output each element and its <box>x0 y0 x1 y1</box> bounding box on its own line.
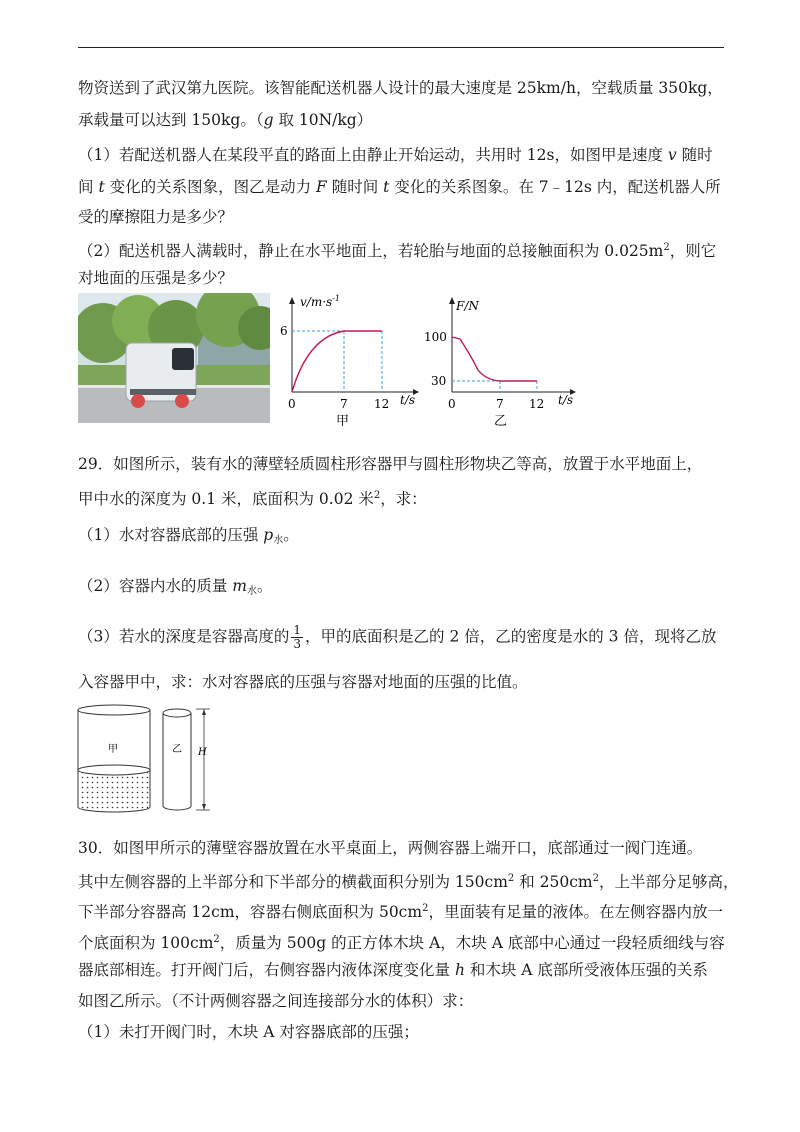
q28-part-2-line-2: 对地面的压强是多少？ <box>78 269 234 287</box>
y-axis-label: $v/m\cdot s^{-1}$ <box>300 294 340 309</box>
q28-line-2: 承载量可以达到 150kg。（g 取 10N/kg） <box>78 111 373 129</box>
y-axis-arrow <box>449 297 455 304</box>
q30-line-6: 如图乙所示。（不计两侧容器之间连接部分水的体积）求： <box>78 992 474 1010</box>
q30-line-3: 下半部分容器高 12cm，容器右侧底面积为 $50cm^2$，里面装有足量的液体。在左侧容器内放一 <box>78 903 723 921</box>
water-dots <box>78 770 150 812</box>
q28-line-1: 物资送到了武汉第九医院。该智能配送机器人设计的最大速度是 25km/h，空载质量 350kg， <box>78 79 723 97</box>
water-surface <box>78 765 150 775</box>
graph-velocity-time <box>278 292 428 432</box>
force-curve <box>452 337 537 381</box>
q29-part-1: （1）水对容器底部的压强 $p_水$。 <box>78 526 299 546</box>
caption-yi: 乙 <box>494 414 508 429</box>
q30-line-1: 30．如图甲所示的薄壁容器放置在水平桌面上，两侧容器上端开口，底部通过一阀门连通。 <box>78 839 703 857</box>
tick-0: 0 <box>288 397 296 411</box>
label-yi: 乙 <box>172 744 182 755</box>
container-and-cylinder-figure <box>70 700 230 820</box>
dim-arrow-down <box>202 804 206 810</box>
q28-part-1-line-2: 间 t 变化的关系图象，图乙是动力 F 随时间 t 变化的关系图象。在 7﹣12s 内，配送机器人所 <box>78 178 721 196</box>
q29-part-3-line-2: 入容器甲中，求：水对容器底的压强与容器对地面的压强的比值。 <box>78 673 528 691</box>
q29-line-2: 甲中水的深度为 0.1 米，底面积为 0.02 米$^2$，求： <box>78 490 427 508</box>
q30-line-2: 其中左侧容器的上半部分和下半部分的横截面积分别为 $150cm^2$ 和 $250cm^2$，上半部分足够高， <box>78 873 739 891</box>
container-top-rim <box>78 705 150 715</box>
q30-line-5: 器底部相连。打开阀门后，右侧容器内液体深度变化量 h 和木块 A 底部所受液体压强的关系 <box>78 961 708 979</box>
label-jia: 甲 <box>108 744 118 755</box>
cylinder-top <box>163 709 191 717</box>
y-axis-label: F/N <box>456 299 479 313</box>
dim-arrow-up <box>202 709 206 715</box>
velocity-curve <box>292 331 382 392</box>
label-H: H <box>198 747 207 758</box>
tick-30: 30 <box>431 374 447 388</box>
tick-7: 7 <box>496 397 504 411</box>
graph-force-time <box>422 292 582 432</box>
fraction-one-third: $\frac{1}{3}$ <box>293 623 302 651</box>
tick-6: 6 <box>280 324 288 338</box>
q28-part-1-line-3: 受的摩擦阻力是多少？ <box>78 208 234 226</box>
x-axis-label: t/s <box>400 393 416 407</box>
q29-part-2: （2）容器内水的质量 $m_水$。 <box>78 577 273 597</box>
x-axis-label: t/s <box>558 393 574 407</box>
q30-line-4: 个底面积为 $100cm^2$，质量为 500g 的正方体木块 A，木块 A 底部中心通过一段轻质细线与容 <box>78 934 725 952</box>
tick-0: 0 <box>448 397 456 411</box>
tick-7: 7 <box>340 397 348 411</box>
cylinder-bottom <box>163 806 191 810</box>
q29-part-3: （3）若水的深度是容器高度的 $\frac{1}{3}$ ，甲的底面积是乙的 2 倍，乙的密度是水的 3 倍，现将乙放 <box>78 623 717 651</box>
q29-line-1: 29．如图所示，装有水的薄壁轻质圆柱形容器甲与圆柱形物块乙等高，放置于水平地面上， <box>78 455 703 473</box>
tick-12: 12 <box>529 397 545 411</box>
q28-part-2: （2）配送机器人满载时，静止在水平地面上，若轮胎与地面的总接触面积为 $0.025m^2$，则它 <box>78 242 717 260</box>
caption-jia: 甲 <box>336 414 350 429</box>
tick-12: 12 <box>374 397 390 411</box>
q28-part-1: （1）若配送机器人在某段平直的路面上由静止开始运动，共用时 12s，如图甲是速度 v 随时 <box>78 146 713 164</box>
header-rule <box>78 47 724 48</box>
tick-100: 100 <box>424 330 447 344</box>
q30-part-1: （1）未打开阀门时，木块 A 对容器底部的压强； <box>78 1023 419 1041</box>
y-axis-arrow <box>289 297 295 304</box>
delivery-robot-photo <box>78 293 270 423</box>
